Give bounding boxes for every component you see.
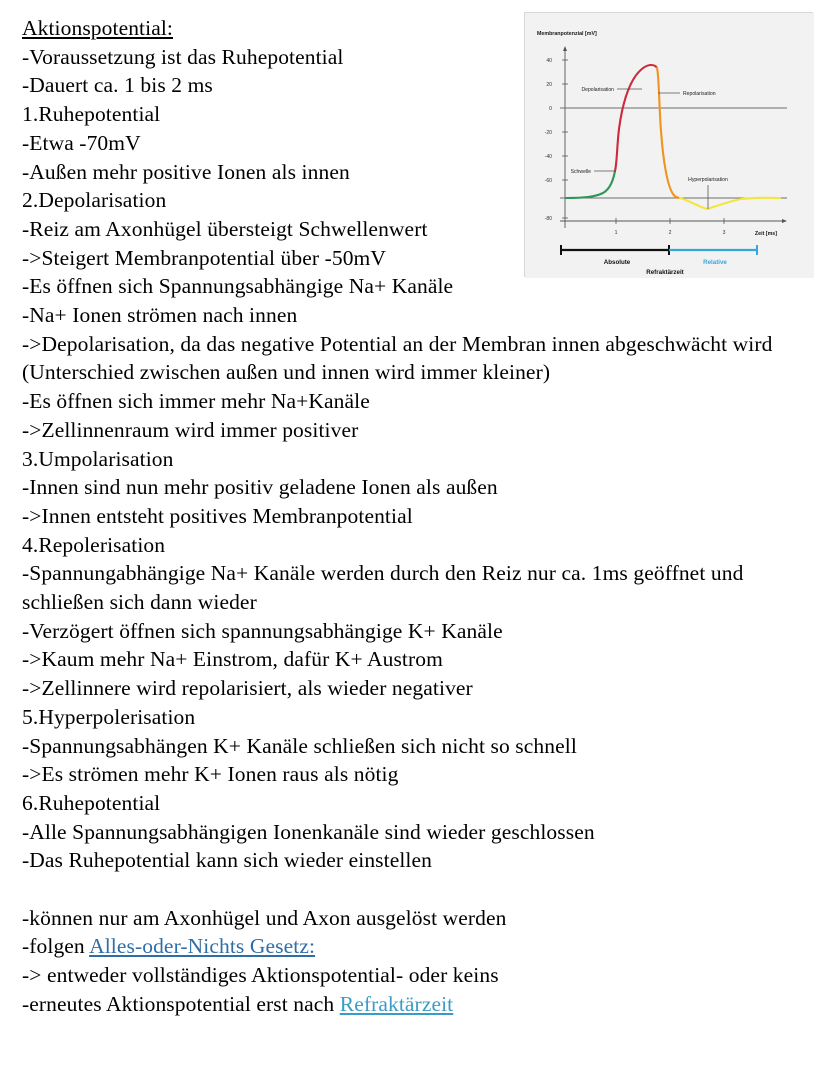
note-line-prefix: -erneutes Aktionspotential erst nach (22, 991, 340, 1016)
note-line: ->Kaum mehr Na+ Einstrom, dafür K+ Austrom (22, 647, 443, 672)
note-line: -Alle Spannungsabhängigen Ionenkanäle sind wieder geschlossen (22, 819, 595, 844)
note-line: 6.Ruhepotential (22, 790, 161, 815)
x-tick-label: 2 (668, 230, 672, 236)
annotation-hyperpolarisation: Hyperpolarisation (688, 177, 728, 183)
blank-line (22, 875, 812, 904)
action-potential-chart-image (524, 12, 813, 277)
refractory-caption: Refraktärzeit (646, 269, 684, 276)
annotation-depolarisation: Depolarisation (581, 87, 614, 93)
annotation-schwelle: Schwelle (570, 169, 591, 175)
note-line: 3.Umpolarisation (22, 446, 174, 471)
page-title: Aktionspotential: (22, 16, 173, 40)
note-line: ->Es strömen mehr K+ Ionen raus als nötig (22, 762, 399, 787)
x-tick-label: 3 (722, 230, 726, 236)
note-line: -Spannungsabhängen K+ Kanäle schließen sich nicht so schnell (22, 733, 577, 758)
note-line: -Außen mehr positive Ionen als innen (22, 159, 350, 184)
y-tick-label: 20 (546, 82, 552, 88)
note-line: -Innen sind nun mehr positiv geladene Ionen als außen (22, 475, 498, 500)
note-line: -können nur am Axonhügel und Axon ausgelöst werden (22, 905, 507, 930)
y-tick-label: -80 (544, 216, 552, 222)
note-line: -Voraussetzung ist das Ruhepotential (22, 44, 344, 69)
note-line: 1.Ruhepotential (22, 102, 161, 127)
note-line: ->Zellinnere wird repolarisiert, als wieder negativer (22, 676, 473, 701)
note-line: -Es öffnen sich Spannungsabhängige Na+ Kanäle (22, 274, 454, 299)
note-line: -Reiz am Axonhügel übersteigt Schwellenwert (22, 216, 428, 241)
link-refraktaerzeit[interactable]: Refraktärzeit (339, 991, 454, 1016)
link-alles-oder-nichts-gesetz[interactable]: Alles-oder-Nichts Gesetz: (89, 934, 316, 959)
y-tick-label: -60 (544, 178, 552, 184)
note-line-prefix: -folgen (22, 934, 90, 959)
refractory-label-relative: Relative (703, 259, 727, 266)
note-line: ->Zellinnenraum wird immer positiver (22, 417, 359, 442)
y-tick-label: 40 (546, 58, 552, 64)
chart-background (525, 13, 814, 278)
chart-ylabel: Membranpotenzial [mV] (537, 31, 597, 37)
note-line: -Spannungabhängige Na+ Kanäle werden durch den Reiz nur ca. 1ms geöffnet und schließen sich dann wieder (22, 561, 744, 615)
note-line: -Dauert ca. 1 bis 2 ms (22, 73, 213, 98)
note-line: -Verzögert öffnen sich spannungsabhängige K+ Kanäle (22, 618, 503, 643)
note-line-with-link (22, 990, 812, 1019)
note-line: ->Innen entsteht positives Membranpotential (22, 503, 413, 528)
action-potential-chart-svg (525, 13, 814, 278)
note-line: -Es öffnen sich immer mehr Na+Kanäle (22, 389, 370, 414)
note-line: ->Steigert Membranpotential über -50mV (22, 245, 387, 270)
note-line: -Na+ Ionen strömen nach innen (22, 303, 298, 328)
y-tick-label: -20 (544, 130, 552, 136)
note-line: 5.Hyperpolerisation (22, 704, 196, 729)
note-line: 4.Repolerisation (22, 532, 166, 557)
chart-xlabel: Zeit [ms] (754, 231, 777, 237)
note-line: 2.Depolarisation (22, 188, 167, 213)
note-line: -Das Ruhepotential kann sich wieder einstellen (22, 848, 432, 873)
x-tick-label: 1 (614, 230, 618, 236)
note-line: -> entweder vollständiges Aktionspotential- oder keins (22, 963, 499, 988)
annotation-repolarisation: Repolarisation (683, 91, 716, 97)
y-tick-label: -40 (544, 154, 552, 160)
note-line: -Etwa -70mV (22, 130, 141, 155)
y-tick-label: 0 (549, 106, 552, 112)
note-line: ->Depolarisation, da das negative Potential an der Membran innen abgeschwächt wird (Unterschied zwischen außen und innen wird immer kleiner) (22, 331, 773, 385)
note-line-with-link (22, 932, 812, 961)
refractory-label-absolute: Absolute (603, 259, 631, 266)
